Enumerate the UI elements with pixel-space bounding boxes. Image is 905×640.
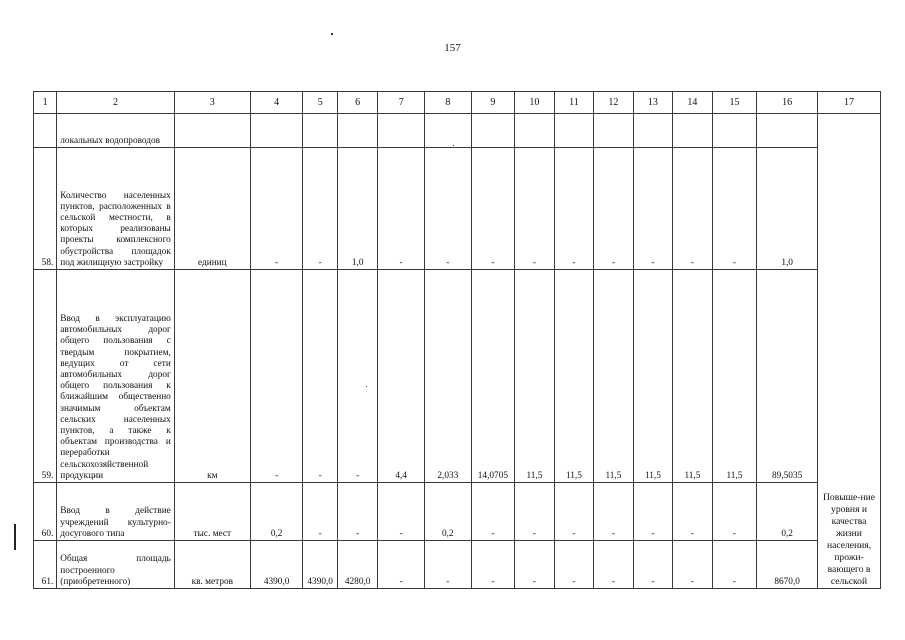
col-header: 6 — [337, 92, 378, 114]
column-number-row — [34, 92, 881, 114]
value-cell: - — [378, 541, 425, 589]
value-cell: - — [712, 541, 757, 589]
unit: кв. метров — [174, 541, 250, 589]
col-header: 13 — [633, 92, 673, 114]
value-cell — [554, 114, 594, 148]
value-cell: 4390,0 — [250, 541, 303, 589]
value-cell: - — [515, 148, 555, 270]
value-cell: - — [425, 541, 472, 589]
row-number: 60. — [34, 483, 57, 541]
value-cell: - — [471, 541, 515, 589]
value-cell: - — [337, 483, 378, 541]
table-row — [34, 114, 881, 148]
value-cell — [303, 114, 337, 148]
value-cell: - — [633, 148, 673, 270]
value-cell: - — [250, 270, 303, 483]
value-cell: - — [337, 270, 378, 483]
value-cell — [471, 114, 515, 148]
unit: км — [174, 270, 250, 483]
value-cell: 4,4 — [378, 270, 425, 483]
indicator-name: локальных водопроводов — [57, 114, 175, 148]
col-header: 11 — [554, 92, 594, 114]
col-header: 15 — [712, 92, 757, 114]
value-cell: 11,5 — [515, 270, 555, 483]
col-header: 8 — [425, 92, 472, 114]
table-row — [34, 541, 881, 589]
value-cell: - — [378, 483, 425, 541]
value-cell: - — [378, 148, 425, 270]
col-header: 9 — [471, 92, 515, 114]
value-cell: 89,5035 — [757, 270, 818, 483]
value-cell: - — [515, 541, 555, 589]
indicator-table — [33, 91, 881, 589]
row-number: 58. — [34, 148, 57, 270]
value-cell — [515, 114, 555, 148]
row-number: 59. — [34, 270, 57, 483]
value-cell: 1,0 — [757, 148, 818, 270]
unit: единиц — [174, 148, 250, 270]
value-cell: - — [594, 148, 634, 270]
col-header: 17 — [818, 92, 881, 114]
value-cell: - — [554, 148, 594, 270]
value-cell: 4390,0 — [303, 541, 337, 589]
row-number: 61. — [34, 541, 57, 589]
value-cell: - — [471, 148, 515, 270]
col-header: 10 — [515, 92, 555, 114]
value-cell — [712, 114, 757, 148]
table-row — [34, 483, 881, 541]
value-cell: 2,033 — [425, 270, 472, 483]
table-row — [34, 270, 881, 483]
col-header: 7 — [378, 92, 425, 114]
value-cell: 0,2 — [757, 483, 818, 541]
value-cell: - — [712, 148, 757, 270]
value-cell: - — [712, 483, 757, 541]
col-header: 14 — [673, 92, 713, 114]
value-cell: 11,5 — [633, 270, 673, 483]
table-row — [34, 148, 881, 270]
unit: тыс. мест — [174, 483, 250, 541]
value-cell: 0,2 — [425, 483, 472, 541]
value-cell: 0,2 — [250, 483, 303, 541]
value-cell: - — [633, 483, 673, 541]
value-cell: - — [303, 270, 337, 483]
value-cell: - — [633, 541, 673, 589]
scan-speck — [331, 33, 333, 35]
col-header: 2 — [57, 92, 175, 114]
indicator-name: Общая площадь построенного (приобретенного) — [57, 541, 175, 589]
value-cell — [673, 114, 713, 148]
col-header: 4 — [250, 92, 303, 114]
value-cell: - — [673, 483, 713, 541]
value-cell: 8670,0 — [757, 541, 818, 589]
col-header: 1 — [34, 92, 57, 114]
value-cell — [757, 114, 818, 148]
unit — [174, 114, 250, 148]
value-cell — [594, 114, 634, 148]
value-cell — [633, 114, 673, 148]
value-cell: - — [554, 541, 594, 589]
value-cell: 11,5 — [594, 270, 634, 483]
value-cell: - — [250, 148, 303, 270]
value-cell: - — [594, 541, 634, 589]
goal-cell-empty — [818, 114, 881, 483]
value-cell: - — [425, 148, 472, 270]
value-cell — [378, 114, 425, 148]
value-cell: 14,0705 — [471, 270, 515, 483]
scan-edge-mark — [14, 524, 16, 550]
value-cell: - — [303, 148, 337, 270]
col-header: 12 — [594, 92, 634, 114]
value-cell: 1,0 — [337, 148, 378, 270]
value-cell: 11,5 — [554, 270, 594, 483]
value-cell: - — [471, 483, 515, 541]
value-cell: - — [515, 483, 555, 541]
indicator-name: Количество населенных пунктов, расположенных в сельской местности, в которых реализованы проекты комплексного обустройства площадок под жилищную застройку — [57, 148, 175, 270]
value-cell: - — [594, 483, 634, 541]
value-cell: - — [303, 483, 337, 541]
value-cell — [337, 114, 378, 148]
value-cell: - — [673, 148, 713, 270]
row-number — [34, 114, 57, 148]
value-cell — [425, 114, 472, 148]
value-cell: - — [554, 483, 594, 541]
value-cell — [250, 114, 303, 148]
page-number: 157 — [444, 42, 461, 54]
value-cell: 4280,0 — [337, 541, 378, 589]
col-header: 16 — [757, 92, 818, 114]
value-cell: 11,5 — [673, 270, 713, 483]
value-cell: 11,5 — [712, 270, 757, 483]
value-cell: - — [673, 541, 713, 589]
goal-description: Повыше-ние уровня и качества жизни населения, прожи-вающего в сельской — [818, 483, 881, 589]
indicator-name: Ввод в действие учреждений культурно-досугового типа — [57, 483, 175, 541]
col-header: 3 — [174, 92, 250, 114]
col-header: 5 — [303, 92, 337, 114]
indicator-name: Ввод в эксплуатацию автомобильных дорог общего пользования с твердым покрытием, ведущих от сети автомобильных дорог общего пользования к ближайшим общественно значимым объектам сельских населенных пунктов, а также к объектам производства и переработки сельскохозяйственной продукции — [57, 270, 175, 483]
